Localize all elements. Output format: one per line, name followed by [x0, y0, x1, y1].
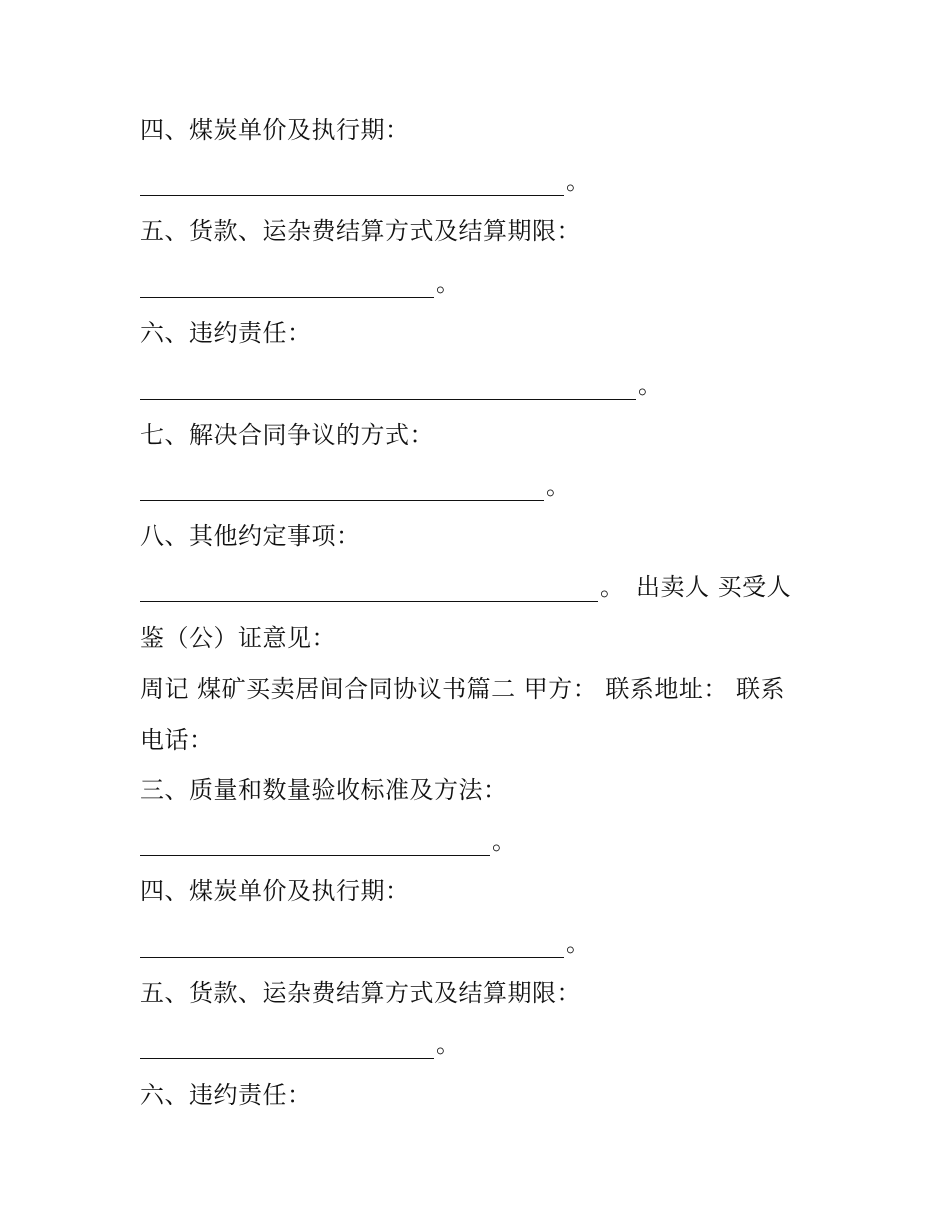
section-6-heading: 六、违约责任： — [140, 319, 312, 347]
section-4-heading: 四、煤炭单价及执行期： — [140, 116, 410, 144]
section-5-fill-line-repeat — [140, 1029, 460, 1059]
section-3-fill-line — [140, 826, 516, 856]
period-mark: 。 — [600, 573, 624, 601]
signatories-text: 出卖人 买受人 — [636, 573, 792, 601]
section-4-fill-line — [140, 166, 590, 196]
contract-2-intro-line-1: 周记 煤矿买卖居间合同协议书篇二 甲方： 联系地址： 联系 — [140, 675, 786, 703]
section-4-heading-repeat: 四、煤炭单价及执行期： — [140, 877, 410, 905]
period-mark: 。 — [546, 472, 570, 500]
section-6-fill-line — [140, 370, 662, 400]
section-5-fill-line — [140, 268, 460, 298]
section-8-heading: 八、其他约定事项： — [140, 522, 361, 550]
section-5-heading-repeat: 五、货款、运杂费结算方式及结算期限： — [140, 979, 581, 1007]
section-6-heading-repeat: 六、违约责任： — [140, 1081, 312, 1109]
section-4-fill-line-repeat — [140, 928, 590, 958]
period-mark: 。 — [638, 371, 662, 399]
period-mark: 。 — [566, 167, 590, 195]
period-mark: 。 — [566, 929, 590, 957]
blank-underline — [140, 479, 544, 501]
section-7-heading: 七、解决合同争议的方式： — [140, 421, 434, 449]
blank-underline — [140, 174, 564, 196]
period-mark: 。 — [436, 1030, 460, 1058]
section-7-fill-line — [140, 471, 570, 501]
blank-underline — [140, 580, 598, 602]
blank-underline — [140, 378, 636, 400]
blank-underline — [140, 276, 434, 298]
period-mark: 。 — [492, 827, 516, 855]
section-3-heading: 三、质量和数量验收标准及方法： — [140, 776, 508, 804]
notary-opinion: 鉴（公）证意见： — [140, 624, 336, 652]
period-mark: 。 — [436, 269, 460, 297]
blank-underline — [140, 936, 564, 958]
blank-underline — [140, 1037, 434, 1059]
section-5-heading: 五、货款、运杂费结算方式及结算期限： — [140, 217, 581, 245]
section-8-fill-line — [140, 572, 791, 602]
blank-underline — [140, 834, 490, 856]
contract-2-intro-line-2: 电话： — [140, 726, 214, 754]
